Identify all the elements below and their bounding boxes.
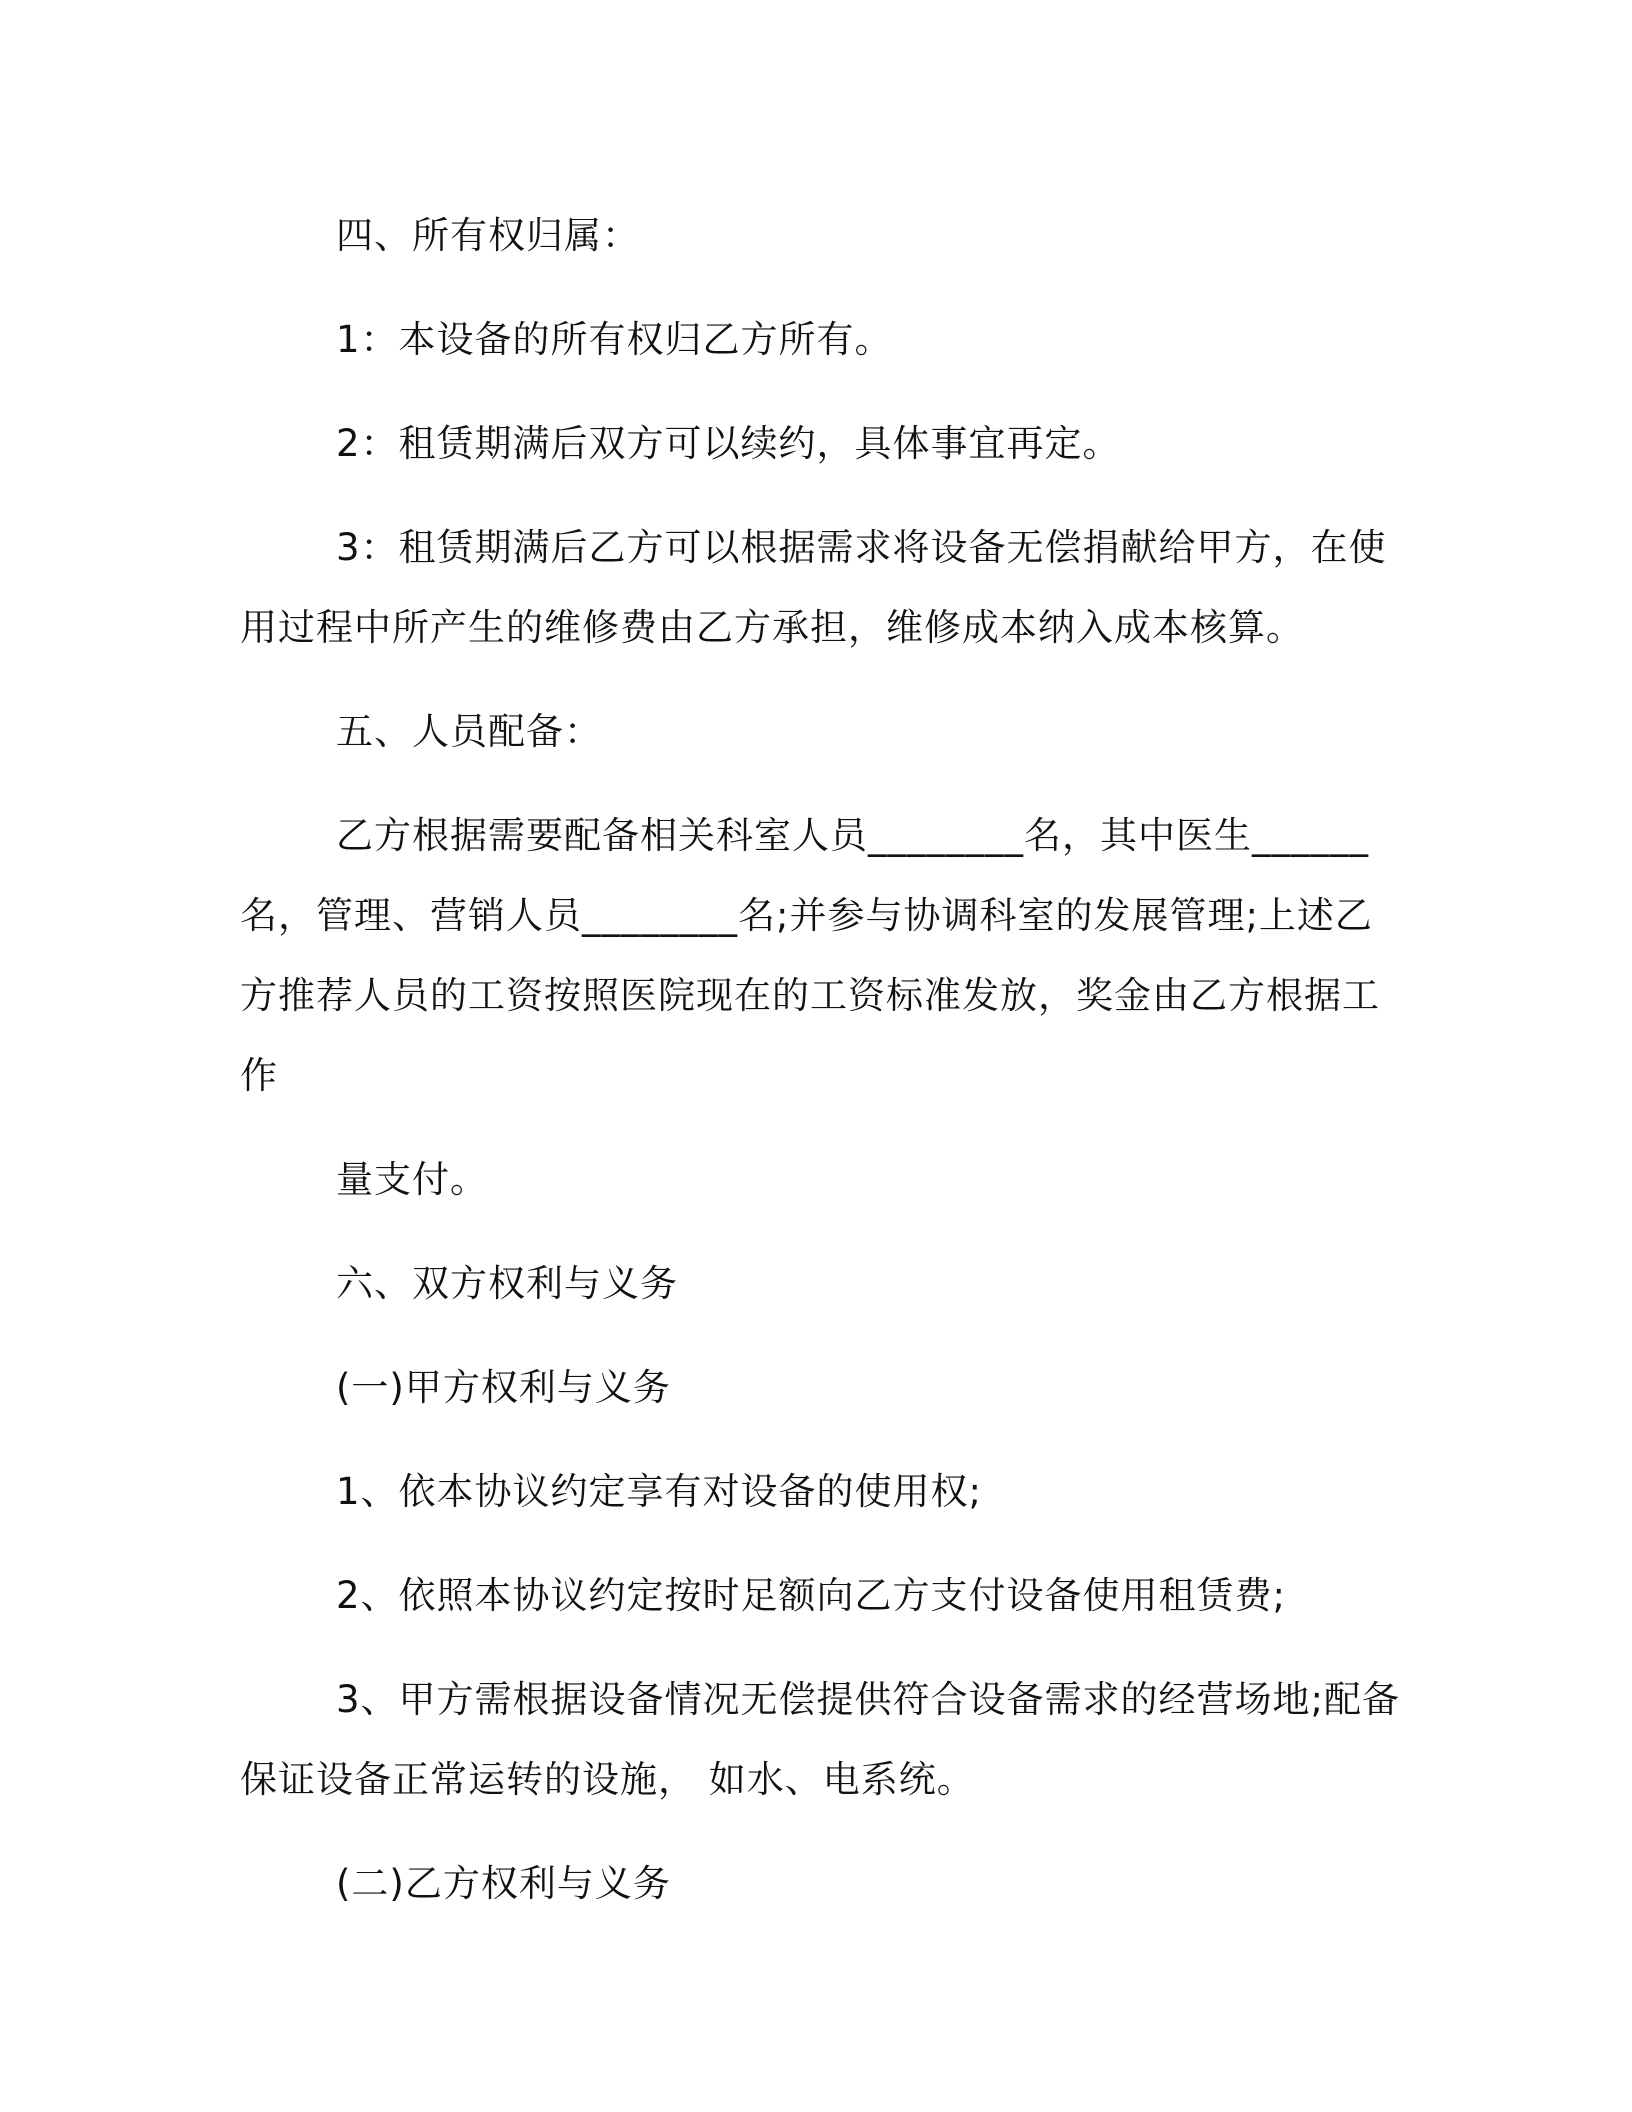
section-5-paragraph-tail-text: 量支付。 [336, 1158, 488, 1201]
section-6-b-heading [240, 1844, 1370, 1924]
section-6-heading [240, 1244, 1370, 1324]
section-6-a-heading-text: (一)甲方权利与义务 [336, 1366, 671, 1409]
document-body [240, 196, 1401, 1924]
section-5-paragraph [240, 796, 1380, 1116]
section-6-b-heading-text: (二)乙方权利与义务 [336, 1862, 671, 1905]
section-6-a-item-2 [240, 1556, 1370, 1636]
section-5-paragraph-line-3: 方推荐人员的工资按照医院现在的工资标准发放，奖金由乙方根据工 [240, 974, 1380, 1017]
section-5-heading-text: 五、人员配备： [336, 710, 602, 753]
section-4-item-3 [240, 508, 1387, 668]
section-4-item-1 [240, 300, 1370, 380]
section-4-heading-text: 四、所有权归属： [336, 214, 640, 257]
section-5-heading [240, 692, 1370, 772]
section-6-a-item-2-text: 2、依照本协议约定按时足额向乙方支付设备使用租赁费; [336, 1574, 1287, 1617]
section-6-a-item-3 [240, 1660, 1401, 1820]
section-6-heading-text: 六、双方权利与义务 [336, 1262, 678, 1305]
section-6-a-item-1-text: 1、依本协议约定享有对设备的使用权; [336, 1470, 983, 1513]
section-4-item-1-text: 1：本设备的所有权归乙方所有。 [336, 318, 893, 361]
section-5-paragraph-tail [240, 1140, 1370, 1220]
section-4-item-3-line-2: 用过程中所产生的维修费由乙方承担，维修成本纳入成本核算。 [240, 606, 1304, 649]
section-6-a-item-1 [240, 1452, 1370, 1532]
section-4-item-3-line-1: 3：租赁期满后乙方可以根据需求将设备无偿捐献给甲方，在使 [336, 526, 1387, 569]
section-5-paragraph-line-4: 作 [240, 1054, 278, 1097]
section-4-heading [240, 196, 1370, 276]
section-5-paragraph-line-1: 乙方根据需要配备相关科室人员________名，其中医生______ [336, 814, 1369, 857]
section-6-a-item-3-line-2: 保证设备正常运转的设施， 如水、电系统。 [240, 1758, 975, 1801]
section-6-a-heading [240, 1348, 1370, 1428]
section-6-a-item-3-line-1: 3、甲方需根据设备情况无偿提供符合设备需求的经营场地;配备 [336, 1678, 1401, 1721]
section-4-item-2-text: 2：租赁期满后双方可以续约，具体事宜再定。 [336, 422, 1121, 465]
section-4-item-2 [240, 404, 1370, 484]
section-5-paragraph-line-2: 名，管理、营销人员________名;并参与协调科室的发展管理;上述乙 [240, 894, 1373, 937]
